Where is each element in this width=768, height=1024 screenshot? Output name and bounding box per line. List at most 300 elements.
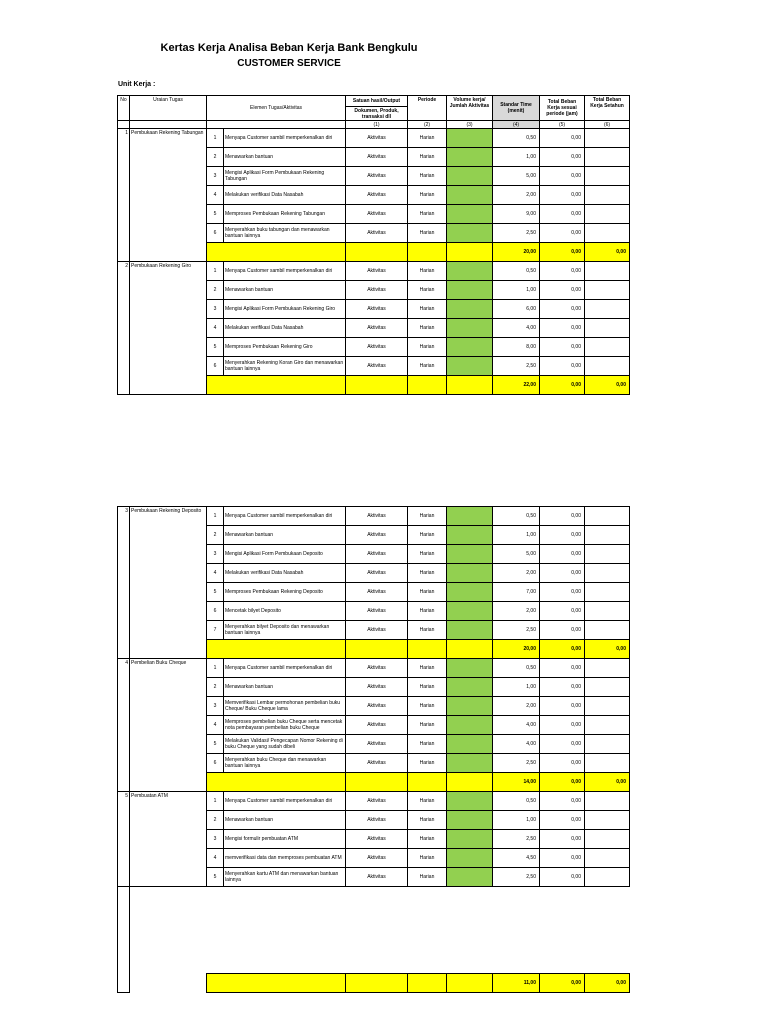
subtotal-blank bbox=[447, 640, 493, 659]
activity-standard-time: 4,00 bbox=[493, 716, 540, 735]
activity-output: Aktivitas bbox=[346, 811, 408, 830]
header-num-3: (3) bbox=[447, 121, 493, 129]
activity-total-beban: 0,00 bbox=[540, 357, 585, 376]
group-name: Pembuatan ATM bbox=[130, 792, 207, 887]
header-satuan bbox=[346, 96, 408, 121]
subtotal-total-beban: 0,00 bbox=[540, 376, 585, 395]
volume-input bbox=[447, 205, 493, 224]
activity-total-beban: 0,00 bbox=[540, 583, 585, 602]
header-elemen: Elemen Tugas/Aktivitas bbox=[207, 96, 346, 121]
activity-standard-time: 5,00 bbox=[493, 167, 540, 186]
activity-period: Harian bbox=[408, 792, 447, 811]
activity-standard-time: 2,50 bbox=[493, 868, 540, 887]
subtotal-blank bbox=[346, 773, 408, 792]
activity-standard-time: 2,50 bbox=[493, 357, 540, 376]
activity-index: 4 bbox=[207, 849, 224, 868]
activity-total-beban: 0,00 bbox=[540, 792, 585, 811]
activity-total-beban: 0,00 bbox=[540, 678, 585, 697]
activity-total-setahun bbox=[585, 300, 630, 319]
volume-input bbox=[447, 300, 493, 319]
activity-output: Aktivitas bbox=[346, 868, 408, 887]
activity-total-setahun bbox=[585, 167, 630, 186]
activity-element: Mengisi Aplikasi Form Pembukaan Rekening Tabungan bbox=[224, 167, 346, 186]
activity-element: Memproses pembelian buku Cheque serta mencetak nota pembayaran pembelian buku Cheque bbox=[224, 716, 346, 735]
activity-period: Harian bbox=[408, 811, 447, 830]
activity-total-beban: 0,00 bbox=[540, 281, 585, 300]
activity-output: Aktivitas bbox=[346, 754, 408, 773]
header-total-beban: Total Beban Kerja sesuai periode (jam) bbox=[540, 96, 585, 121]
activity-total-setahun bbox=[585, 659, 630, 678]
activity-total-setahun bbox=[585, 735, 630, 754]
activity-period: Harian bbox=[408, 716, 447, 735]
header-num-5: (5) bbox=[540, 121, 585, 129]
volume-input bbox=[447, 186, 493, 205]
volume-input bbox=[447, 148, 493, 167]
activity-total-setahun bbox=[585, 224, 630, 243]
subtotal-blank bbox=[447, 773, 493, 792]
activity-index: 3 bbox=[207, 300, 224, 319]
volume-input bbox=[447, 678, 493, 697]
activity-total-setahun bbox=[585, 319, 630, 338]
activity-output: Aktivitas bbox=[346, 129, 408, 148]
subtotal-total-beban: 0,00 bbox=[540, 974, 585, 993]
subtotal-total-setahun: 0,00 bbox=[585, 376, 630, 395]
activity-period: Harian bbox=[408, 357, 447, 376]
activity-element: memverifikasi data dan memproses pembuatan ATM bbox=[224, 849, 346, 868]
activity-period: Harian bbox=[408, 697, 447, 716]
activity-period: Harian bbox=[408, 186, 447, 205]
subtotal-total-setahun: 0,00 bbox=[585, 243, 630, 262]
activity-total-setahun bbox=[585, 186, 630, 205]
subtotal-total-setahun: 0,00 bbox=[585, 974, 630, 993]
activity-element: Menawarkan bantuan bbox=[224, 281, 346, 300]
activity-element: Melakukan verifikasi Data Nasabah bbox=[224, 319, 346, 338]
activity-index: 5 bbox=[207, 735, 224, 754]
activity-output: Aktivitas bbox=[346, 849, 408, 868]
volume-input bbox=[447, 319, 493, 338]
activity-period: Harian bbox=[408, 602, 447, 621]
activity-period: Harian bbox=[408, 754, 447, 773]
activity-output: Aktivitas bbox=[346, 716, 408, 735]
activity-index: 3 bbox=[207, 167, 224, 186]
subtotal-total-beban: 0,00 bbox=[540, 773, 585, 792]
volume-input bbox=[447, 659, 493, 678]
subtotal-blank bbox=[408, 773, 447, 792]
subtotal-blank bbox=[447, 376, 493, 395]
activity-total-setahun bbox=[585, 545, 630, 564]
subtotal-blank bbox=[408, 376, 447, 395]
volume-input bbox=[447, 792, 493, 811]
activity-element: Menyapa Customer sambil memperkenalkan diri bbox=[224, 262, 346, 281]
activity-total-beban: 0,00 bbox=[540, 716, 585, 735]
volume-input bbox=[447, 868, 493, 887]
activity-element: Memproses Pembukaan Rekening Giro bbox=[224, 338, 346, 357]
activity-total-setahun bbox=[585, 262, 630, 281]
activity-standard-time: 2,00 bbox=[493, 697, 540, 716]
activity-total-beban: 0,00 bbox=[540, 602, 585, 621]
activity-period: Harian bbox=[408, 281, 447, 300]
activity-element: Melakukan verifikasi Data Nasabah bbox=[224, 186, 346, 205]
volume-input bbox=[447, 545, 493, 564]
activity-standard-time: 2,00 bbox=[493, 186, 540, 205]
activity-total-setahun bbox=[585, 205, 630, 224]
activity-index: 5 bbox=[207, 583, 224, 602]
header-periode: Periode bbox=[408, 96, 447, 121]
header-standar: Standar Time (menit) bbox=[493, 96, 540, 121]
activity-index: 2 bbox=[207, 526, 224, 545]
header-num-4: (4) bbox=[493, 121, 540, 129]
activity-total-setahun bbox=[585, 281, 630, 300]
activity-standard-time: 0,50 bbox=[493, 507, 540, 526]
activity-index: 4 bbox=[207, 186, 224, 205]
activity-index: 2 bbox=[207, 281, 224, 300]
activity-index: 6 bbox=[207, 602, 224, 621]
activity-total-beban: 0,00 bbox=[540, 621, 585, 640]
activity-output: Aktivitas bbox=[346, 167, 408, 186]
subtotal-blank bbox=[346, 376, 408, 395]
activity-element: Menyerahkan kartu ATM dan menawarkan bantuan lainnya bbox=[224, 868, 346, 887]
activity-element: Memverifikasi Lembar permohonan pembelian buku Cheque/ Buku Cheque lama bbox=[224, 697, 346, 716]
activity-period: Harian bbox=[408, 621, 447, 640]
activity-element: Memproses Pembukaan Rekening Tabungan bbox=[224, 205, 346, 224]
activity-total-setahun bbox=[585, 621, 630, 640]
table-row bbox=[118, 659, 630, 678]
activity-total-beban: 0,00 bbox=[540, 830, 585, 849]
group-name: Pembukaan Rekening Tabungan bbox=[130, 129, 207, 262]
activity-element: Menawarkan bantuan bbox=[224, 811, 346, 830]
activity-output: Aktivitas bbox=[346, 262, 408, 281]
group-number: 4 bbox=[118, 659, 130, 792]
activity-period: Harian bbox=[408, 338, 447, 357]
activity-output: Aktivitas bbox=[346, 300, 408, 319]
activity-standard-time: 4,00 bbox=[493, 735, 540, 754]
volume-input bbox=[447, 262, 493, 281]
header-uraian: Uraian Tugas bbox=[130, 96, 207, 121]
activity-element: Menawarkan bantuan bbox=[224, 526, 346, 545]
activity-output: Aktivitas bbox=[346, 545, 408, 564]
group-number: 3 bbox=[118, 507, 130, 659]
activity-element: Menyerahkan buku tabungan dan menawarkan bantuan lainnya bbox=[224, 224, 346, 243]
header-num-1: (1) bbox=[346, 121, 408, 129]
activity-index: 6 bbox=[207, 754, 224, 773]
activity-standard-time: 4,00 bbox=[493, 319, 540, 338]
activity-index: 3 bbox=[207, 830, 224, 849]
activity-period: Harian bbox=[408, 262, 447, 281]
activity-output: Aktivitas bbox=[346, 319, 408, 338]
activity-total-setahun bbox=[585, 868, 630, 887]
workload-table-page-2 bbox=[117, 506, 630, 977]
activity-total-setahun bbox=[585, 507, 630, 526]
group-number: 5 bbox=[118, 792, 130, 887]
table-body-page-2 bbox=[118, 507, 630, 977]
volume-input bbox=[447, 224, 493, 243]
activity-total-beban: 0,00 bbox=[540, 526, 585, 545]
activity-period: Harian bbox=[408, 564, 447, 583]
activity-total-beban: 0,00 bbox=[540, 300, 585, 319]
activity-index: 2 bbox=[207, 678, 224, 697]
subtotal-blank bbox=[207, 640, 346, 659]
group-name: Pembukaan Rekening Deposito bbox=[130, 507, 207, 659]
activity-index: 1 bbox=[207, 659, 224, 678]
volume-input bbox=[447, 602, 493, 621]
subtotal-total-beban: 0,00 bbox=[540, 640, 585, 659]
group-number: 2 bbox=[118, 262, 130, 395]
volume-input bbox=[447, 830, 493, 849]
activity-standard-time: 1,00 bbox=[493, 281, 540, 300]
activity-index: 2 bbox=[207, 148, 224, 167]
header-num-2: (2) bbox=[408, 121, 447, 129]
volume-input bbox=[447, 716, 493, 735]
activity-element: Mengisi formulir pembuatan ATM bbox=[224, 830, 346, 849]
activity-output: Aktivitas bbox=[346, 697, 408, 716]
subtotal-blank bbox=[447, 243, 493, 262]
activity-element: Memproses Pembukaan Rekening Deposito bbox=[224, 583, 346, 602]
activity-total-setahun bbox=[585, 830, 630, 849]
activity-period: Harian bbox=[408, 659, 447, 678]
activity-index: 1 bbox=[207, 792, 224, 811]
activity-total-beban: 0,00 bbox=[540, 262, 585, 281]
activity-total-setahun bbox=[585, 678, 630, 697]
activity-output: Aktivitas bbox=[346, 830, 408, 849]
activity-index: 5 bbox=[207, 205, 224, 224]
volume-input bbox=[447, 754, 493, 773]
activity-total-setahun bbox=[585, 338, 630, 357]
activity-output: Aktivitas bbox=[346, 602, 408, 621]
activity-element: Mencetak bilyet Deposito bbox=[224, 602, 346, 621]
table-gap bbox=[118, 887, 630, 977]
activity-period: Harian bbox=[408, 507, 447, 526]
header-volume: Volume kerja/ Jumlah Aktivitas bbox=[447, 96, 493, 121]
activity-standard-time: 7,00 bbox=[493, 583, 540, 602]
activity-index: 3 bbox=[207, 545, 224, 564]
table-row bbox=[118, 262, 630, 281]
activity-index: 6 bbox=[207, 224, 224, 243]
volume-input bbox=[447, 697, 493, 716]
activity-standard-time: 0,50 bbox=[493, 129, 540, 148]
group-name: Pembukaan Rekening Giro bbox=[130, 262, 207, 395]
volume-input bbox=[447, 526, 493, 545]
group-name: Pembelian Buku Cheque bbox=[130, 659, 207, 792]
activity-period: Harian bbox=[408, 148, 447, 167]
activity-total-setahun bbox=[585, 602, 630, 621]
activity-total-setahun bbox=[585, 129, 630, 148]
activity-index: 5 bbox=[207, 338, 224, 357]
subtotal-total-setahun: 0,00 bbox=[585, 640, 630, 659]
activity-total-setahun bbox=[585, 583, 630, 602]
activity-standard-time: 1,00 bbox=[493, 526, 540, 545]
activity-total-beban: 0,00 bbox=[540, 205, 585, 224]
activity-output: Aktivitas bbox=[346, 357, 408, 376]
subtotal-blank bbox=[207, 243, 346, 262]
activity-period: Harian bbox=[408, 205, 447, 224]
activity-period: Harian bbox=[408, 849, 447, 868]
activity-output: Aktivitas bbox=[346, 678, 408, 697]
activity-total-beban: 0,00 bbox=[540, 849, 585, 868]
activity-total-beban: 0,00 bbox=[540, 545, 585, 564]
activity-total-beban: 0,00 bbox=[540, 129, 585, 148]
subtotal-blank bbox=[207, 376, 346, 395]
gap-cell bbox=[130, 887, 630, 977]
activity-element: Menyerahkan buku Cheque dan menawarkan bantuan lainnya bbox=[224, 754, 346, 773]
volume-input bbox=[447, 621, 493, 640]
activity-total-beban: 0,00 bbox=[540, 868, 585, 887]
subtotal-standar: 14,00 bbox=[493, 773, 540, 792]
table-row bbox=[118, 129, 630, 148]
activity-period: Harian bbox=[408, 224, 447, 243]
activity-element: Menyerahkan Rekening Koran Giro dan menawarkan bantuan lainnya bbox=[224, 357, 346, 376]
table-body-page-1 bbox=[118, 129, 630, 395]
activity-total-beban: 0,00 bbox=[540, 224, 585, 243]
subtotal-total-beban: 0,00 bbox=[540, 243, 585, 262]
activity-standard-time: 9,00 bbox=[493, 205, 540, 224]
subtotal-standar: 11,00 bbox=[493, 974, 540, 993]
activity-standard-time: 5,00 bbox=[493, 545, 540, 564]
activity-element: Menawarkan bantuan bbox=[224, 678, 346, 697]
header-satuan-line1: Satuan hasil/Output bbox=[346, 96, 407, 107]
subtotal-blank bbox=[346, 640, 408, 659]
activity-standard-time: 2,50 bbox=[493, 754, 540, 773]
activity-period: Harian bbox=[408, 319, 447, 338]
volume-input bbox=[447, 583, 493, 602]
group-number: 1 bbox=[118, 129, 130, 262]
activity-output: Aktivitas bbox=[346, 281, 408, 300]
activity-index: 1 bbox=[207, 262, 224, 281]
activity-output: Aktivitas bbox=[346, 186, 408, 205]
table-row-subtotal bbox=[118, 974, 630, 993]
subtotal-blank bbox=[346, 243, 408, 262]
volume-input bbox=[447, 811, 493, 830]
activity-total-setahun bbox=[585, 564, 630, 583]
volume-input bbox=[447, 849, 493, 868]
activity-period: Harian bbox=[408, 735, 447, 754]
activity-total-beban: 0,00 bbox=[540, 148, 585, 167]
activity-total-setahun bbox=[585, 697, 630, 716]
workload-table-page-1 bbox=[117, 95, 630, 395]
activity-standard-time: 1,00 bbox=[493, 678, 540, 697]
activity-standard-time: 0,50 bbox=[493, 659, 540, 678]
activity-element: Menyerahkan bilyet Deposito dan menawarkan bantuan lainnya bbox=[224, 621, 346, 640]
activity-total-setahun bbox=[585, 811, 630, 830]
subtotal-blank bbox=[207, 773, 346, 792]
activity-standard-time: 2,00 bbox=[493, 602, 540, 621]
activity-period: Harian bbox=[408, 129, 447, 148]
activity-period: Harian bbox=[408, 678, 447, 697]
header-total-setahun: Total Beban Kerja Setahun bbox=[585, 96, 630, 121]
activity-standard-time: 4,50 bbox=[493, 849, 540, 868]
activity-total-setahun bbox=[585, 148, 630, 167]
activity-output: Aktivitas bbox=[346, 526, 408, 545]
activity-period: Harian bbox=[408, 300, 447, 319]
activity-index: 5 bbox=[207, 868, 224, 887]
activity-output: Aktivitas bbox=[346, 621, 408, 640]
activity-element: Menyapa Customer sambil memperkenalkan diri bbox=[224, 507, 346, 526]
activity-output: Aktivitas bbox=[346, 148, 408, 167]
activity-total-setahun bbox=[585, 792, 630, 811]
volume-input bbox=[447, 735, 493, 754]
activity-total-setahun bbox=[585, 849, 630, 868]
activity-index: 4 bbox=[207, 319, 224, 338]
activity-period: Harian bbox=[408, 545, 447, 564]
volume-input bbox=[447, 281, 493, 300]
activity-element: Menyapa Customer sambil memperkenalkan diri bbox=[224, 129, 346, 148]
activity-standard-time: 2,50 bbox=[493, 830, 540, 849]
activity-output: Aktivitas bbox=[346, 735, 408, 754]
activity-total-beban: 0,00 bbox=[540, 338, 585, 357]
gap-cell bbox=[118, 887, 130, 977]
activity-total-beban: 0,00 bbox=[540, 659, 585, 678]
activity-output: Aktivitas bbox=[346, 507, 408, 526]
activity-output: Aktivitas bbox=[346, 792, 408, 811]
activity-output: Aktivitas bbox=[346, 564, 408, 583]
volume-input bbox=[447, 564, 493, 583]
activity-standard-time: 0,50 bbox=[493, 262, 540, 281]
activity-standard-time: 1,00 bbox=[493, 148, 540, 167]
header-num-6: (6) bbox=[585, 121, 630, 129]
volume-input bbox=[447, 129, 493, 148]
activity-output: Aktivitas bbox=[346, 338, 408, 357]
activity-total-beban: 0,00 bbox=[540, 811, 585, 830]
activity-period: Harian bbox=[408, 167, 447, 186]
subtotal-standar: 22,00 bbox=[493, 376, 540, 395]
document-title: Kertas Kerja Analisa Beban Kerja Bank Bengkulu bbox=[160, 42, 418, 54]
activity-total-setahun bbox=[585, 754, 630, 773]
activity-element: Melakukan Validasi/ Pengecapan Nomor Rekening di buku Cheque yang sudah dibeli bbox=[224, 735, 346, 754]
activity-total-beban: 0,00 bbox=[540, 735, 585, 754]
activity-total-setahun bbox=[585, 357, 630, 376]
volume-input bbox=[447, 167, 493, 186]
activity-total-setahun bbox=[585, 526, 630, 545]
activity-total-beban: 0,00 bbox=[540, 319, 585, 338]
activity-standard-time: 1,00 bbox=[493, 811, 540, 830]
volume-input bbox=[447, 357, 493, 376]
activity-output: Aktivitas bbox=[346, 583, 408, 602]
activity-index: 7 bbox=[207, 621, 224, 640]
subtotal-standar: 20,00 bbox=[493, 640, 540, 659]
activity-output: Aktivitas bbox=[346, 224, 408, 243]
activity-period: Harian bbox=[408, 526, 447, 545]
activity-index: 3 bbox=[207, 697, 224, 716]
subtotal-blank bbox=[408, 243, 447, 262]
header-satuan-line2: Dokumen, Produk, transaksi dll bbox=[354, 108, 399, 120]
activity-index: 4 bbox=[207, 564, 224, 583]
activity-element: Mengisi Aplikasi Form Pembukaan Rekening Giro bbox=[224, 300, 346, 319]
activity-element: Menyapa Customer sambil memperkenalkan diri bbox=[224, 792, 346, 811]
activity-standard-time: 6,00 bbox=[493, 300, 540, 319]
activity-element: Mengisi Aplikasi Form Pembukaan Deposito bbox=[224, 545, 346, 564]
activity-standard-time: 0,50 bbox=[493, 792, 540, 811]
activity-output: Aktivitas bbox=[346, 205, 408, 224]
subtotal-blank bbox=[408, 640, 447, 659]
activity-standard-time: 2,00 bbox=[493, 564, 540, 583]
activity-total-setahun bbox=[585, 716, 630, 735]
header-no: No bbox=[118, 96, 130, 121]
activity-index: 1 bbox=[207, 507, 224, 526]
activity-total-beban: 0,00 bbox=[540, 507, 585, 526]
activity-index: 1 bbox=[207, 129, 224, 148]
activity-element: Menawarkan bantuan bbox=[224, 148, 346, 167]
activity-standard-time: 2,50 bbox=[493, 224, 540, 243]
activity-total-beban: 0,00 bbox=[540, 564, 585, 583]
activity-total-beban: 0,00 bbox=[540, 186, 585, 205]
activity-output: Aktivitas bbox=[346, 659, 408, 678]
volume-input bbox=[447, 507, 493, 526]
activity-element: Menyapa Customer sambil memperkenalkan diri bbox=[224, 659, 346, 678]
table-row bbox=[118, 507, 630, 526]
activity-total-beban: 0,00 bbox=[540, 754, 585, 773]
activity-period: Harian bbox=[408, 830, 447, 849]
unit-kerja-label: Unit Kerja : bbox=[118, 81, 156, 88]
activity-total-beban: 0,00 bbox=[540, 167, 585, 186]
